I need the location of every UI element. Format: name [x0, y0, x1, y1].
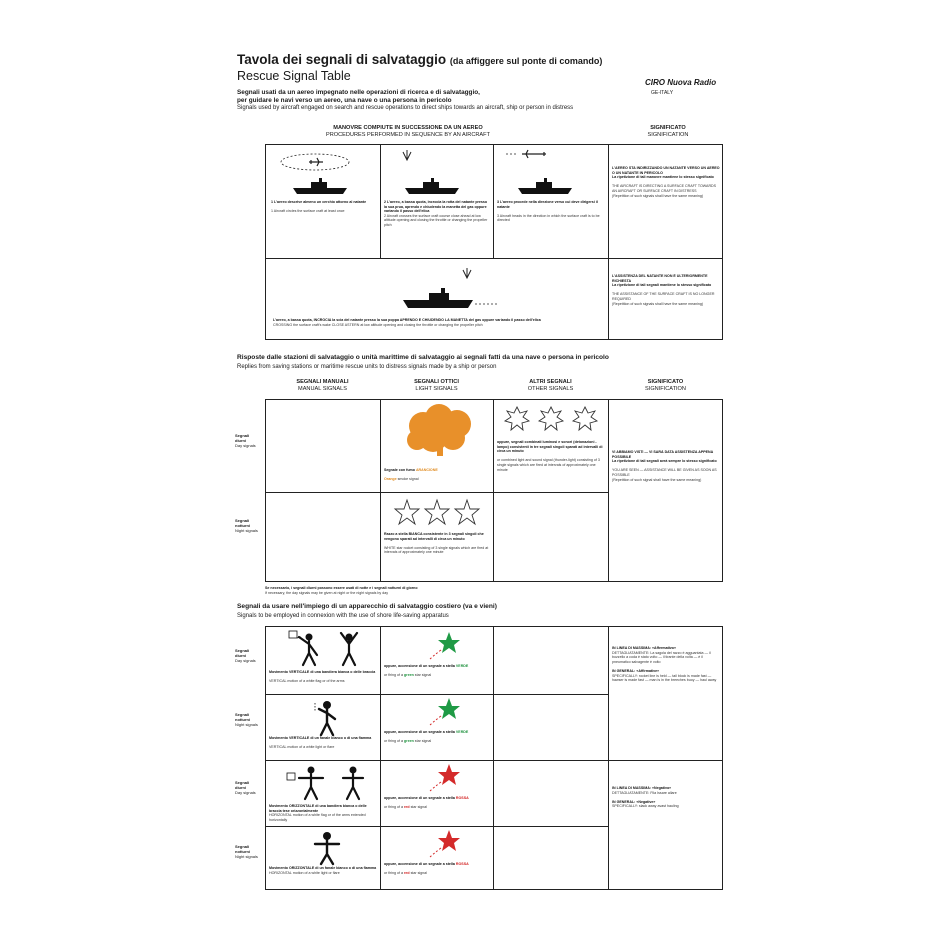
- intro-italian: Segnali usati da un aereo impegnato nelle operazioni di ricerca e di salvataggio, per guidare le navi verso un aereo, una nave o una persona in pericolo: [237, 89, 480, 104]
- row2-procedure-text: L'aereo, a bassa quota, INCROCIA la scia del natante presso la sua poppa APRENDO E CHIUDENDO LA MANETTA del gas oppure variando il passo dell'elica CROSSING the surface craft's wake CLOSE ASTERN at low altitude opening and closing the throttle or changing the propeller pitch: [273, 318, 541, 327]
- section1-col-signification: SIGNIFICATO SIGNIFICATION: [647, 125, 689, 138]
- white-star-rockets-icon: [393, 498, 483, 528]
- aircraft-crossing-bow-illustration: [385, 148, 485, 198]
- section1-col-procedures: MANOVRE COMPIUTE IN SUCCESSIONE DA UN AEREO PROCEDURES PERFORMED IN SEQUENCE BY AN AIRCRAFT: [325, 125, 490, 138]
- section2-signification-text: VI ABBIAMO VISTI — VI SARÀ DATA ASSISTENZA APPENA POSSIBILE La ripetizione di tali segnali avrà sempre lo stesso significato YOU ARE SEEN — ASSISTANCE WILL BE GIVEN AS SOON AS POSSIBLE (Repetition of such signal shall have the same meaning): [612, 450, 717, 482]
- smoke-signal-text: Segnale con fumo ARANCIONE Orange smoke signal: [384, 468, 438, 482]
- aircraft-circling-illustration: [273, 148, 373, 198]
- section3-title-english: Signals to be employed in connexion with the use of shore life-saving apparatus: [237, 613, 449, 619]
- section1-signification-2: L'ASSISTENZA DEL NATANTE NON È ULTERIORMENTE RICHIESTA La ripetizione di tali segnali mantiene lo stesso significato THE ASSISTANCE OF THE SURFACE CRAFT IS NO LONGER REQUIRED (Repetition of such signals shall have the same meaning): [612, 274, 715, 306]
- rescue-signal-sheet: [233, 48, 733, 908]
- green-star-signal-icon: [423, 630, 463, 662]
- section3-row3-label: Segnali diurni Day signals: [235, 780, 256, 795]
- section2-title-english: Replies from saving stations or maritime rescue units to distress signals made by a ship or person: [237, 364, 497, 370]
- section3-row2-label: Segnali notturni Night signals: [235, 712, 258, 727]
- title-italian: Tavola dei segnali di salvataggio (da affiggere sul ponte di comando): [237, 52, 603, 67]
- section2-title-italian: Risposte dalle stazioni di salvataggio o unità marittime di salvataggio ai segnali fatti da una nave o persona in pericolo: [237, 354, 609, 361]
- row2-green-text: oppure, accensione di un segnale a stella VERDE or firing of a green star signal: [384, 730, 469, 744]
- aircraft-crossing-wake-illustration: [393, 266, 503, 316]
- row3-red-text: oppure, accensione di un segnale a stella ROSSA or firing of a red star signal: [384, 796, 469, 810]
- horizontal-flag-figures-icon: [285, 763, 375, 801]
- step1-text: 1 L'aereo descrive almeno un cerchio attorno al natante 1 Aircraft circles the surface craft at least once: [271, 200, 367, 214]
- row1-green-text: oppure, accensione di un segnale a stella VERDE or firing of a green star signal: [384, 664, 469, 678]
- row1-manual-text: Movimento VERTICALE di una bandiera bianca o delle braccia VERTICAL motion of a white flag or of the arms: [269, 670, 376, 684]
- publisher-location: GE-ITALY: [651, 90, 674, 96]
- section2-col-manual: SEGNALI MANUALI MANUAL SIGNALS: [296, 379, 349, 392]
- horizontal-light-figure-icon: [305, 830, 349, 866]
- section3-row1-label: Segnali diurni Day signals: [235, 648, 256, 663]
- section2-col-light: SEGNALI OTTICI LIGHT SIGNALS: [414, 379, 459, 392]
- title-english: Rescue Signal Table: [237, 69, 351, 83]
- row4-manual-text: Movimento ORIZZONTALE di un fanale bianco o di una fiamma HORIZONTAL motion of a white light or flare: [269, 866, 377, 875]
- section2-night-label: Segnali notturni Night signals: [235, 518, 258, 533]
- aircraft-heading-illustration: [498, 148, 598, 198]
- vertical-flag-figures-icon: [285, 629, 375, 669]
- section2-footnote: Se necessario, i segnali diurni possono essere usati di notte e i segnali notturni di giorno If necessary, the day signals may be given at night or the night signals by day: [265, 586, 418, 595]
- section2-col-signification: SIGNIFICATO SIGNIFICATION: [645, 379, 686, 392]
- section2-col-other: ALTRI SEGNALI OTHER SIGNALS: [527, 379, 574, 392]
- affirmative-signification: IN LINEA DI MASSIMA: «Affermativo» DETTAGLIATAMENTE: La sagola del razzo è agguantata — il bozzello a coda è stato volto — il tirante della volta — è il pneumatico salvagente è volto IN GENERAL: «Affirmative» SPECIFICALLY: rocket line is held — tail block is made fast — hawser is made fast — man is in the breeches buoy — haul away: [612, 646, 717, 683]
- section3-row4-label: Segnali notturni Night signals: [235, 844, 258, 859]
- green-star-signal-icon-night: [423, 696, 463, 728]
- other-signal-text: oppure, segnali combinati luminosi e sonori (detonazioni - lampo) consistenti in tre segnali singoli sparati ad intervalli di circa un minuto or combined light and sound signal (thunder-light) consisting of 3 single signals which are fired at intervals of approximately one minute: [497, 440, 603, 472]
- section2-day-label: Segnali diurni Day signals: [235, 433, 256, 448]
- negative-signification: IN LINEA DI MASSIMA: «Negativo» DETTAGLIATAMENTE: Fila Issare allare IN GENERAL: «Negative» SPECIFICALLY: slack away avast hauling: [612, 786, 679, 809]
- row4-red-text: oppure, accensione di un segnale a stella ROSSA or firing of a red star signal: [384, 862, 469, 876]
- thunder-light-bursts-icon: [501, 403, 601, 437]
- row3-manual-text: Movimento ORIZZONTALE di una bandiera bianca o delle braccia tese orizzontalmente HORIZONTAL motion of a white flag or of the arms extended horizontally: [269, 804, 367, 822]
- section2-table: [265, 399, 723, 582]
- row2-manual-text: Movimento VERTICALE di un fanale bianco o di una fiamma VERTICAL motion of a white light or flare: [269, 736, 372, 750]
- intro-english: Signals used by aircraft engaged on search and rescue operations to direct ships towards an aircraft, ship or person in distress: [237, 105, 574, 111]
- section1-signification-1: L'AEREO STA INDIRIZZANDO UN NATANTE VERSO UN AEREO O UN NATANTE IN PERICOLO La ripetizione di tali manovre mantiene lo stesso significato THE AIRCRAFT IS DIRECTING A SURFACE CRAFT TOWARDS AN AIRCRAFT OR SURFACE CRAFT IN DISTRESS (Repetition of such signals shall have the same meaning): [612, 166, 720, 198]
- vertical-light-figure-icon: [307, 697, 347, 737]
- step2-text: 2 L'aereo, a bassa quota, incrocia la rotta del natante presso la sua prua, aprendo e chiudendo la manetta del gas oppure variando il passo dell'elica 2 Aircraft crosses the surface craft course close ahead at low altitude opening and closing the throttle or changing the propeller pitch: [384, 200, 488, 227]
- red-star-signal-icon-night: [423, 828, 463, 860]
- red-star-signal-icon: [423, 762, 463, 794]
- orange-smoke-cloud-icon: [405, 404, 475, 459]
- step3-text: 3 L'aereo procede nella direzione verso cui deve dirigersi il natante 3 Aircraft heads in the direction in which the surface craft is to be directed: [497, 200, 600, 223]
- section3-title-italian: Segnali da usare nell'impiego di un apparecchio di salvataggio costiero (va e vieni): [237, 603, 497, 610]
- star-rocket-text: Razzo a stella BIANCA consistente in 3 segnali singoli che vengono sparati ad intervalli di circa un minuto WHITE star rocket consisting of 3 single signals which are fired at intervals of approximately one minute: [384, 532, 489, 555]
- publisher-logo: CIRO Nuova Radio: [645, 78, 717, 87]
